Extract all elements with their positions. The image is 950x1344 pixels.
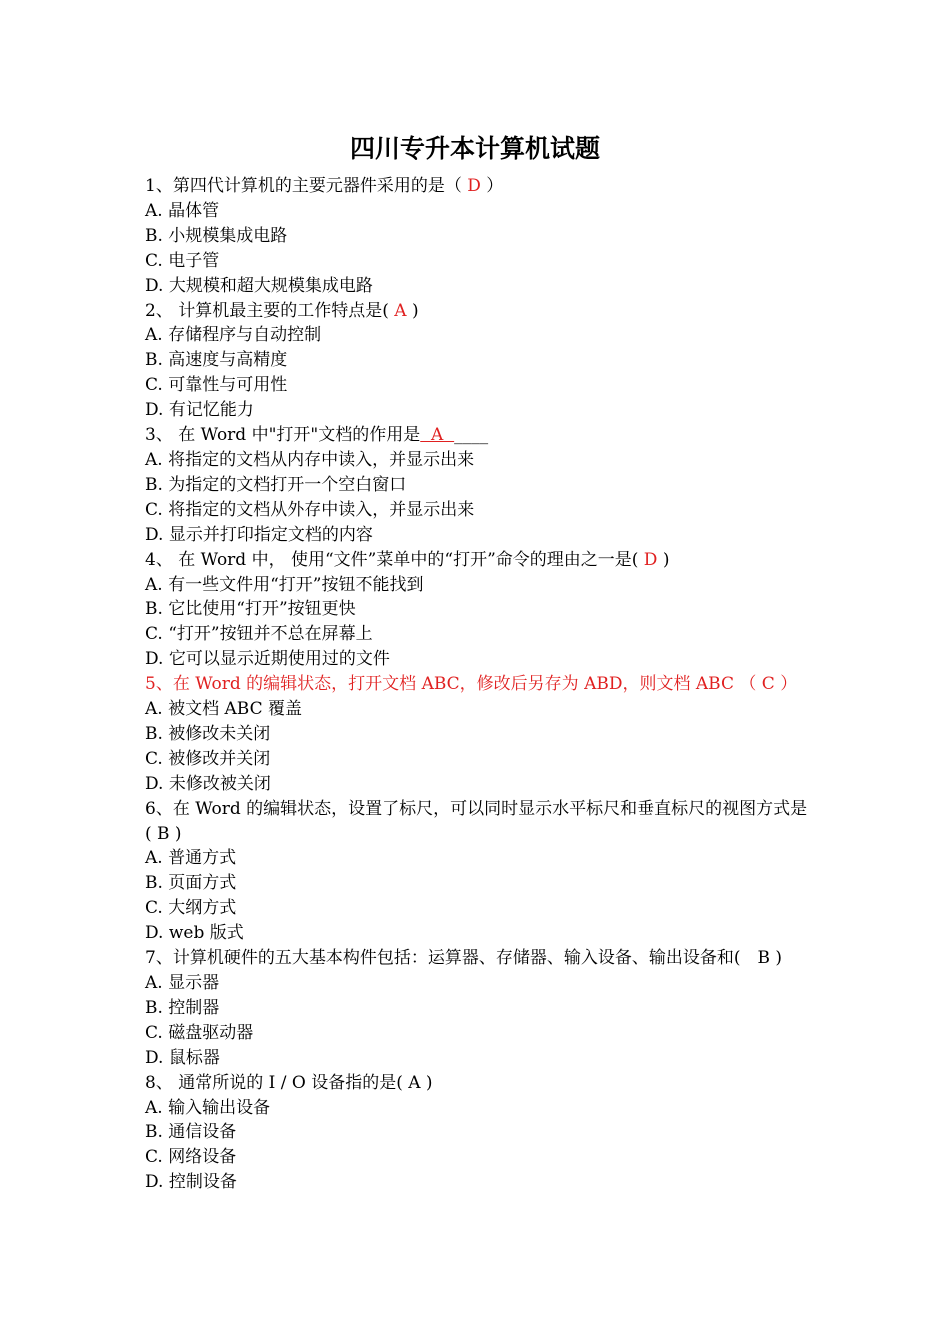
answer-mark: A bbox=[394, 300, 407, 321]
question-stem-text: 2、 计算机最主要的工作特点是( bbox=[145, 300, 395, 321]
option: B. 页面方式 bbox=[145, 873, 237, 894]
option: C. 电子管 bbox=[145, 250, 220, 271]
option: A. 存储程序与自动控制 bbox=[145, 325, 322, 346]
option: D. 鼠标器 bbox=[145, 1047, 220, 1068]
question-6-stem: 6、在 Word 的编辑状态，设置了标尺，可以同时显示水平标尺和垂直标尺的视图方式是( B ) bbox=[145, 798, 808, 844]
option: C. 将指定的文档从外存中读入，并显示出来 bbox=[145, 499, 475, 520]
question-stem-text: 1、第四代计算机的主要元器件采用的是（ bbox=[145, 176, 468, 196]
option: C. 可靠性与可用性 bbox=[145, 375, 288, 396]
option: A. 输入输出设备 bbox=[145, 1097, 271, 1118]
option: B. 为指定的文档打开一个空白窗口 bbox=[145, 474, 407, 495]
question-1-stem bbox=[145, 174, 810, 199]
option: D. 它可以显示近期使用过的文件 bbox=[145, 649, 390, 670]
option: C. 网络设备 bbox=[145, 1147, 237, 1168]
answer-mark: D bbox=[467, 176, 481, 196]
question-3-stem bbox=[145, 423, 810, 448]
option: A. 被文档 ABC 覆盖 bbox=[145, 699, 302, 720]
option: A. 有一些文件用“打开”按钮不能找到 bbox=[145, 574, 424, 595]
question-4-stem bbox=[145, 548, 810, 573]
answer-mark: A bbox=[420, 425, 455, 446]
option: A. 普通方式 bbox=[145, 848, 237, 869]
document-title: 四川专升本计算机试题 bbox=[349, 134, 600, 163]
question-stem-text: ) bbox=[406, 300, 419, 321]
option: A. 晶体管 bbox=[145, 200, 220, 221]
question-stem-text: ) bbox=[657, 549, 670, 570]
option: D. 有记忆能力 bbox=[145, 400, 254, 421]
question-5-stem: 5、在 Word 的编辑状态，打开文档 ABC，修改后另存为 ABD，则文档 ABC （ C ） bbox=[145, 674, 798, 695]
option: B. 通信设备 bbox=[145, 1122, 237, 1143]
option: D. web 版式 bbox=[145, 923, 244, 944]
option: B. 小规模集成电路 bbox=[145, 225, 288, 246]
option: A. 将指定的文档从内存中读入，并显示出来 bbox=[145, 449, 475, 470]
question-2-stem bbox=[145, 299, 810, 324]
option: D. 显示并打印指定文档的内容 bbox=[145, 524, 373, 545]
question-8-stem: 8、 通常所说的 I / O 设备指的是( A ) bbox=[145, 1072, 433, 1093]
answer-mark: D bbox=[643, 549, 658, 570]
option: D. 未修改被关闭 bbox=[145, 773, 271, 794]
option: B. 高速度与高精度 bbox=[145, 350, 288, 371]
option: B. 被修改未关闭 bbox=[145, 723, 271, 744]
option: B. 它比使用“打开”按钮更快 bbox=[145, 599, 356, 620]
question-list bbox=[145, 174, 810, 1195]
option: D. 控制设备 bbox=[145, 1172, 237, 1193]
option: C. “打开”按钮并不总在屏幕上 bbox=[145, 624, 373, 645]
question-7-stem: 7、计算机硬件的五大基本构件包括：运算器、存储器、输入设备、输出设备和( B ) bbox=[145, 948, 782, 969]
option: D. 大规模和超大规模集成电路 bbox=[145, 275, 373, 296]
option: B. 控制器 bbox=[145, 997, 220, 1018]
question-stem-text: ） bbox=[480, 176, 504, 196]
option: C. 大纲方式 bbox=[145, 898, 237, 919]
question-stem-text: 3、 在 Word 中"打开"文档的作用是 bbox=[145, 425, 421, 446]
option: A. 显示器 bbox=[145, 973, 220, 993]
option: C. 磁盘驱动器 bbox=[145, 1022, 254, 1043]
option: C. 被修改并关闭 bbox=[145, 748, 271, 769]
question-stem-text: 4、 在 Word 中， 使用“文件”菜单中的“打开”命令的理由之一是( bbox=[145, 549, 644, 570]
question-stem-text: ____ bbox=[454, 425, 489, 446]
